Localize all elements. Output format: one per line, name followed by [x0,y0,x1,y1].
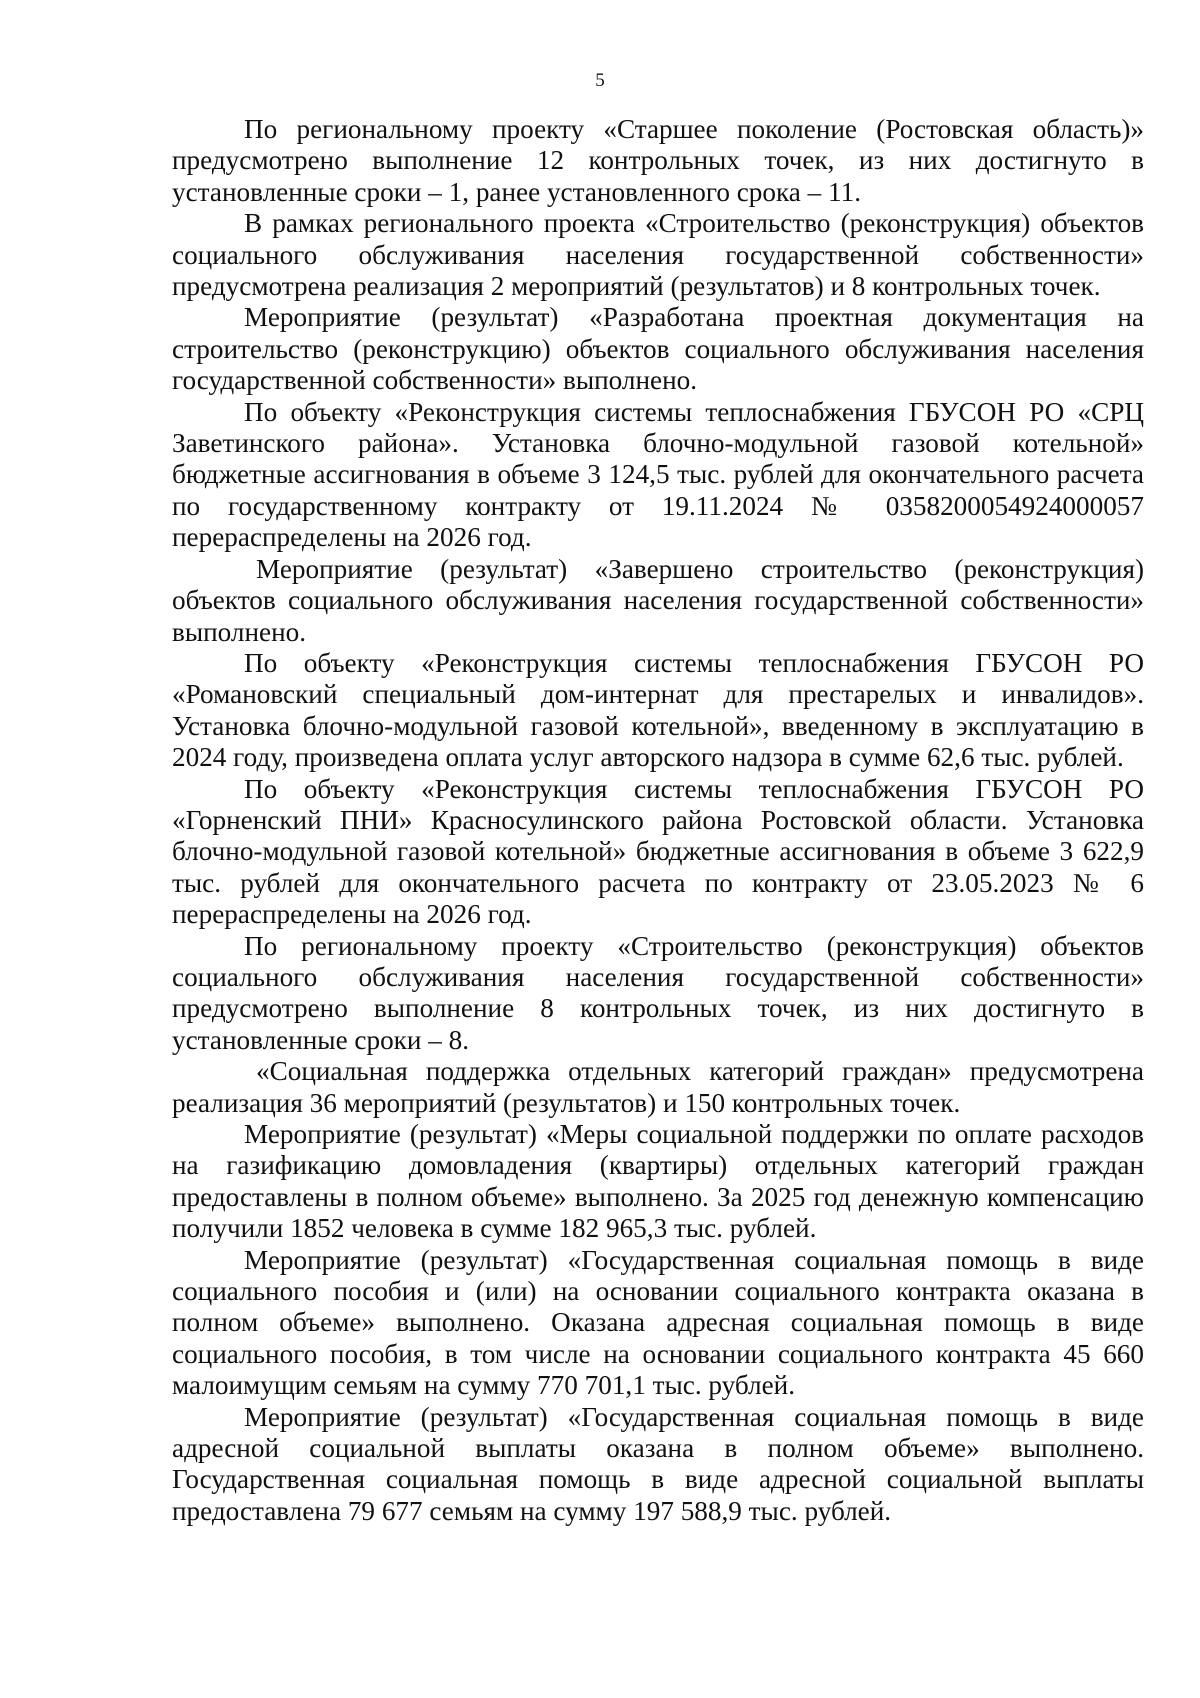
paragraph-gornensky-object: По объекту «Реконструкция системы теплоснабжения ГБУСОН РО «Горненский ПНИ» Красносулинского района Ростовской области. Установка блочно-модульной газовой котельной» бюджетные ассигнования в объеме 3 622,9 тыс. рублей для окончательного расчета по контракту от 23.05.2023 № 6 перераспределены на 2026 год. [172,773,1144,930]
paragraph-socialnaya-podderzhka: «Социальная поддержка отдельных категорий граждан» предусмотрена реализация 36 мероприятий (результатов) и 150 контрольных точек. [172,1056,1144,1118]
document-body [172,114,1144,1527]
paragraph-socialnoe-posobie: Мероприятие (результат) «Государственная социальная помощь в виде социального пособия и (или) на основании социального контракта оказана в полном объеме» выполнено. Оказана адресная социальная помощь в виде социального пособия, в том числе на основании социального контракта 45 660 малоимущим семьям на сумму 770 701,1 тыс. рублей. [172,1244,1144,1401]
paragraph-starshee-pokolenie: По региональному проекту «Старшее поколение (Ростовская область)» предусмотрено выполнение 12 контрольных точек, из них достигнуто в установленные сроки – 1, ранее установленного срока – 11. [172,114,1144,207]
paragraph-zavetinsky-object: По объекту «Реконструкция системы теплоснабжения ГБУСОН РО «СРЦ Заветинского района». Установка блочно-модульной газовой котельной» бюджетные ассигнования в объеме 3 124,5 тыс. рублей для окончательного расчета по государственному контракту от 19.11.2024 № 0358200054924000057 перераспределены на 2026 год. [172,396,1144,553]
page-number: 5 [595,70,605,91]
paragraph-romanovsky-object: По объекту «Реконструкция системы теплоснабжения ГБУСОН РО «Романовский специальный дом-интернат для престарелых и инвалидов». Установка блочно-модульной газовой котельной», введенному в эксплуатацию в 2024 году, произведена оплата услуг авторского надзора в сумме 62,6 тыс. рублей. [172,647,1144,773]
paragraph-zaversheno-stroitelstvo: Мероприятие (результат) «Завершено строительство (реконструкция) объектов социального обслуживания населения государственной собственности» выполнено. [172,553,1144,647]
paragraph-control-points: По региональному проекту «Строительство (реконструкция) объектов социального обслуживания населения государственной собственности» предусмотрено выполнение 8 контрольных точек, из них достигнуто в установленные сроки – 8. [172,930,1144,1055]
paragraph-adresnaya-vyplata: Мероприятие (результат) «Государственная социальная помощь в виде адресной социальной выплаты оказана в полном объеме» выполнено. Государственная социальная помощь в виде адресной социальной выплаты предоставлена 79 677 семьям на сумму 197 588,9 тыс. рублей. [172,1401,1144,1526]
paragraph-gazifikaciya: Мероприятие (результат) «Меры социальной поддержки по оплате расходов на газификацию домовладения (квартиры) отдельных категорий граждан предоставлены в полном объеме» выполнено. За 2025 год денежную компенсацию получили 1852 человека в сумме 182 965,3 тыс. рублей. [172,1119,1144,1244]
paragraph-stroitelstvo-project: В рамках регионального проекта «Строительство (реконструкция) объектов социального обслуживания населения государственной собственности» предусмотрена реализация 2 мероприятий (результатов) и 8 контрольных точек. [172,208,1144,302]
paragraph-razrabotana-documentation: Мероприятие (результат) «Разработана проектная документация на строительство (реконструкцию) объектов социального обслуживания населения государственной собственности» выполнено. [172,302,1144,396]
